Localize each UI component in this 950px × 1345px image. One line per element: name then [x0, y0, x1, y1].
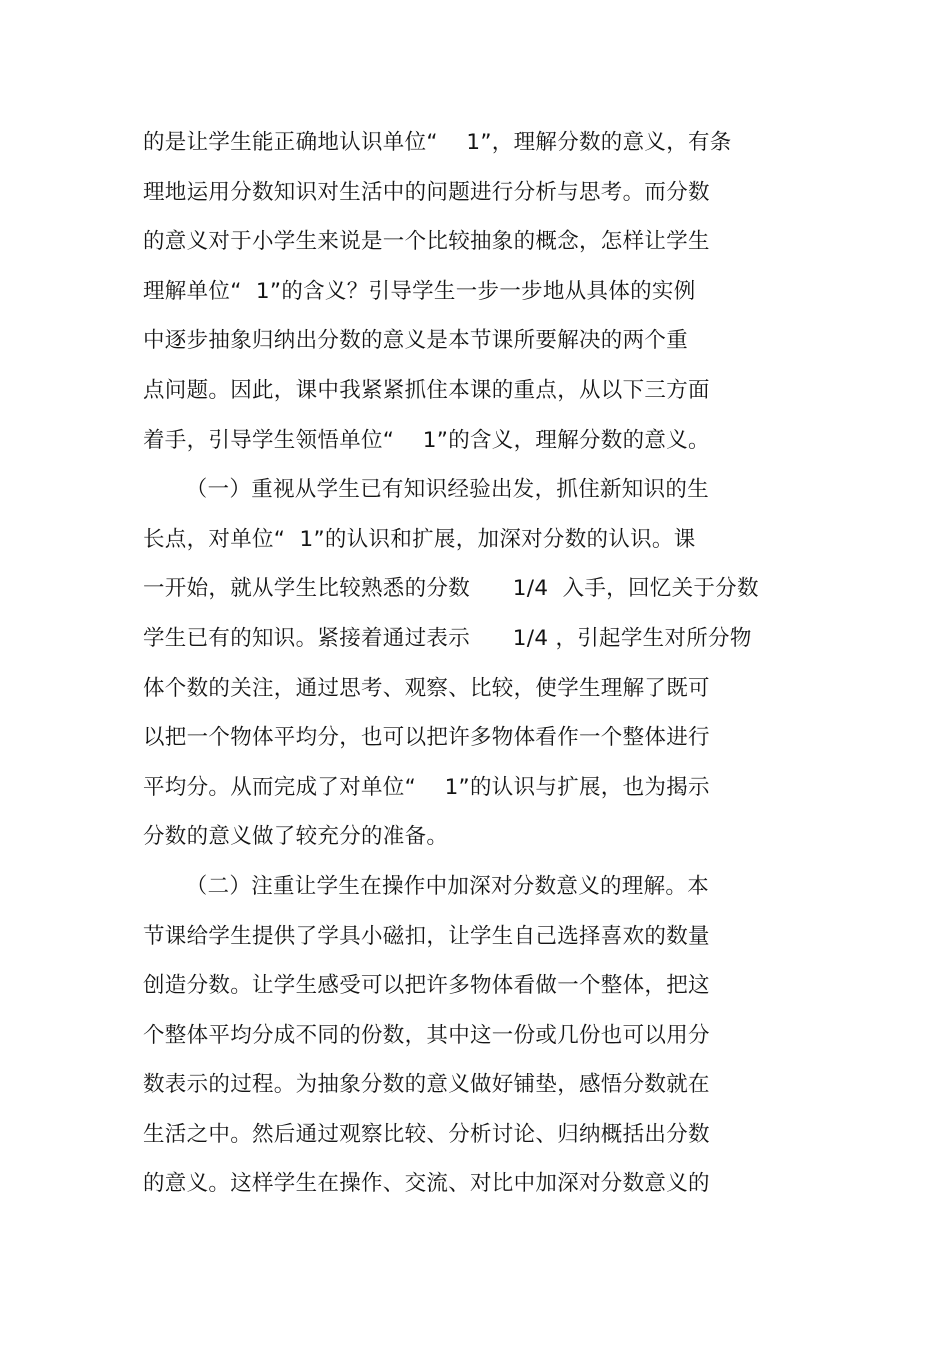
text-line: 生活之中。然后通过观察比较、分析讨论、归纳概括出分数: [143, 1121, 710, 1147]
paragraph-first-line: （一）重视从学生已有知识经验出发，抓住新知识的生: [143, 477, 710, 503]
text-line: 理地运用分数知识对生活中的问题进行分析与思考。而分数: [143, 179, 710, 205]
text-line: 数表示的过程。为抽象分数的意义做好铺垫，感悟分数就在: [143, 1072, 710, 1098]
text-line: 个整体平均分成不同的份数，其中这一份或几份也可以用分: [143, 1022, 710, 1048]
text-line: 理解单位“ 1”的含义？引导学生一步一步地从具体的实例: [143, 278, 696, 304]
text-line: 着手，引导学生领悟单位“ 1”的含义，理解分数的意义。: [143, 427, 710, 453]
body-text: [143, 118, 803, 1209]
text-line: 的意义对于小学生来说是一个比较抽象的概念，怎样让学生: [143, 229, 710, 255]
text-line: 学生已有的知识。紧接着通过表示 1/4 ，引起学生对所分物: [143, 625, 752, 651]
text-line: 分数的意义做了较充分的准备。: [143, 824, 449, 850]
text-line: 以把一个物体平均分，也可以把许多物体看作一个整体进行: [143, 725, 710, 751]
text-line: 点问题。因此，课中我紧紧抓住本课的重点，从以下三方面: [143, 377, 710, 403]
text-line: 的意义。这样学生在操作、交流、对比中加深对分数意义的: [143, 1171, 710, 1197]
paragraph-first-line: （二）注重让学生在操作中加深对分数意义的理解。本: [143, 873, 710, 899]
text-line: 体个数的关注，通过思考、观察、比较，使学生理解了既可: [143, 675, 710, 701]
text-line: 创造分数。让学生感受可以把许多物体看做一个整体，把这: [143, 973, 710, 999]
text-line: 的是让学生能正确地认识单位“ 1”，理解分数的意义，有条: [143, 130, 732, 155]
text-line: 一开始，就从学生比较熟悉的分数 1/4 入手，回忆关于分数: [143, 576, 759, 602]
text-line: 中逐步抽象归纳出分数的意义是本节课所要解决的两个重: [143, 328, 689, 354]
text-line: 长点，对单位“ 1”的认识和扩展，加深对分数的认识。课: [143, 526, 696, 552]
text-line: 节课给学生提供了学具小磁扣，让学生自己选择喜欢的数量: [143, 923, 710, 949]
text-line: 平均分。从而完成了对单位“ 1”的认识与扩展，也为揭示: [143, 774, 710, 800]
